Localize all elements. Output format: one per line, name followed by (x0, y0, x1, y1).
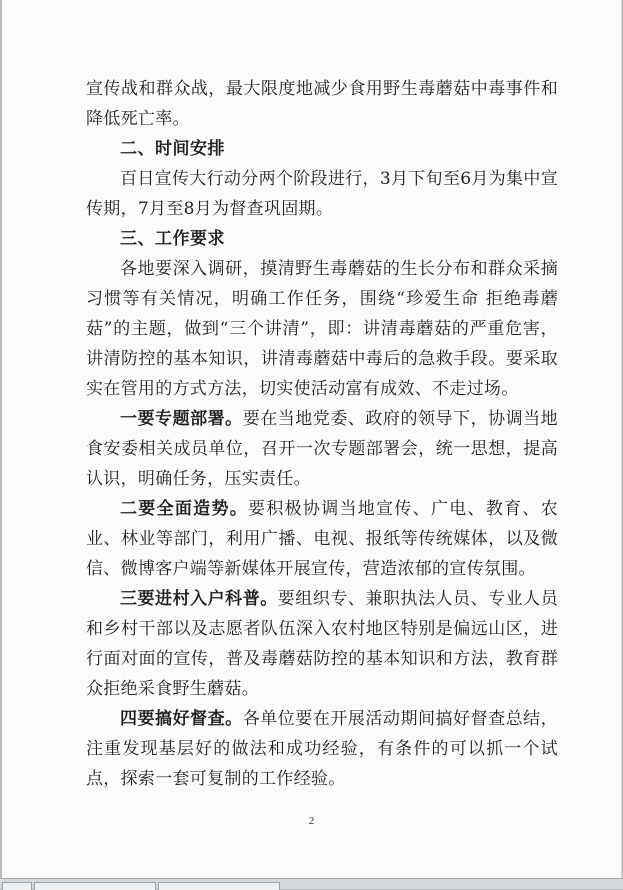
document-body (86, 74, 558, 794)
paragraph-text-publicity: 要积极协调当地宣传、广电、教育、农业、林业等部门，利用广播、电视、报纸等传统媒体，以及微信、微博客户端等新媒体开展宣传，营造浓郁的宣传氛围。 (86, 499, 558, 579)
paragraph-publicity (86, 494, 558, 584)
paragraph-schedule: 百日宣传大行动分两个阶段进行，3月下旬至6月为集中宣传期，7月至8月为督查巩固期。 (86, 169, 558, 219)
taskbar-tab[interactable] (2, 882, 32, 890)
paragraph-text-supervision: 各单位要在开展活动期间搞好督查总结，注重发现基层好的做法和成功经验，有条件的可以抓一个试点，探索一套可复制的工作经验。 (86, 709, 558, 789)
document-page (2, 0, 622, 878)
paragraph-special-deployment (86, 404, 558, 494)
lead-phrase-deployment: 一要专题部署。 (120, 409, 243, 429)
paragraph-village-outreach (86, 584, 558, 704)
paragraph-supervision (86, 704, 558, 794)
taskbar (0, 878, 623, 889)
lead-phrase-publicity: 二要全面造势。 (120, 499, 249, 519)
paragraph-text-outreach: 要组织专、兼职执法人员、专业人员和乡村干部以及志愿者队伍深入农村地区特别是偏远山区，进行面对面的宣传，普及毒蘑菇防控的基本知识和方法，教育群众拒绝采食野生蘑菇。 (86, 589, 558, 699)
paragraph-text-deployment: 要在当地党委、政府的领导下，协调当地食安委相关成员单位，召开一次专题部署会，统一思想，提高认识，明确任务，压实责任。 (86, 409, 558, 489)
lead-phrase-outreach: 三要进村入户科普。 (120, 589, 278, 609)
page-number: 2 (308, 815, 315, 827)
taskbar-tab[interactable] (158, 882, 280, 890)
paragraph-requirements: 各地要深入调研，摸清野生毒蘑菇的生长分布和群众采摘习惯等有关情况，明确工作任务，围绕“珍爱生命 拒绝毒蘑菇”的主题，做到“三个讲清”，即：讲清毒蘑菇的严重危害，讲清防控的基本知识，讲清毒蘑菇中毒后的急救手段。要采取实在管用的方式方法，切实使活动富有成效、不走过场。 (86, 259, 558, 399)
section-heading-requirements: 三、工作要求 (120, 229, 225, 249)
paragraph-intro-continuation: 宣传战和群众战，最大限度地减少食用野生毒蘑菇中毒事件和降低死亡率。 (86, 79, 558, 129)
section-heading-schedule: 二、时间安排 (120, 139, 225, 159)
lead-phrase-supervision: 四要搞好督查。 (120, 709, 243, 729)
taskbar-tab[interactable] (34, 882, 156, 890)
